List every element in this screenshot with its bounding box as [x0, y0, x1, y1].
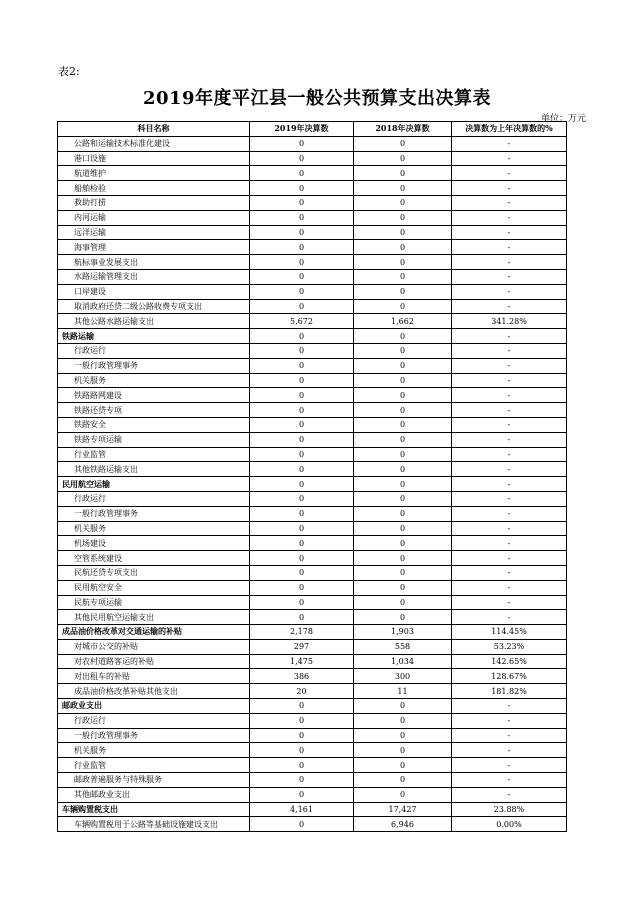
- table-row: [58, 595, 567, 610]
- row-subject-name: 机关服务: [58, 373, 250, 388]
- row-2019-value: 0: [250, 136, 354, 151]
- table-row: [58, 181, 567, 196]
- row-2019-value: 0: [250, 255, 354, 270]
- table-row: [58, 654, 567, 669]
- row-2019-value: 0: [250, 240, 354, 255]
- row-2019-value: 0: [250, 181, 354, 196]
- row-ratio-value: -: [452, 403, 567, 418]
- table-label: 表2:: [58, 65, 80, 78]
- row-ratio-value: 142.65%: [452, 654, 567, 669]
- row-2018-value: 0: [354, 136, 452, 151]
- row-ratio-value: -: [452, 195, 567, 210]
- row-subject-name: 民用航空运输: [58, 477, 250, 492]
- row-subject-name: 港口设施: [58, 151, 250, 166]
- row-ratio-value: -: [452, 699, 567, 714]
- row-ratio-value: -: [452, 358, 567, 373]
- row-2019-value: 0: [250, 388, 354, 403]
- row-2018-value: 0: [354, 521, 452, 536]
- table-row: [58, 299, 567, 314]
- row-2019-value: 0: [250, 817, 354, 832]
- row-ratio-value: -: [452, 477, 567, 492]
- row-ratio-value: -: [452, 151, 567, 166]
- row-subject-name: 民航专项运输: [58, 595, 250, 610]
- table-row: [58, 713, 567, 728]
- row-2019-value: 0: [250, 432, 354, 447]
- row-2018-value: 0: [354, 462, 452, 477]
- row-2018-value: 1,662: [354, 314, 452, 329]
- row-2019-value: 0: [250, 580, 354, 595]
- row-subject-name: 一般行政管理事务: [58, 358, 250, 373]
- table-row: [58, 610, 567, 625]
- row-subject-name: 铁路安全: [58, 417, 250, 432]
- table-row: [58, 773, 567, 788]
- row-ratio-value: -: [452, 210, 567, 225]
- row-subject-name: 航道维护: [58, 166, 250, 181]
- row-subject-name: 取消政府还贷二级公路收费专项支出: [58, 299, 250, 314]
- row-2018-value: 0: [354, 373, 452, 388]
- table-row: [58, 639, 567, 654]
- row-2019-value: 0: [250, 358, 354, 373]
- table-row: [58, 684, 567, 699]
- row-ratio-value: 341.28%: [452, 314, 567, 329]
- row-2018-value: 17,427: [354, 802, 452, 817]
- row-2018-value: 6,946: [354, 817, 452, 832]
- row-2019-value: 0: [250, 713, 354, 728]
- row-2018-value: 300: [354, 669, 452, 684]
- row-2018-value: 0: [354, 595, 452, 610]
- row-subject-name: 行业监管: [58, 447, 250, 462]
- row-2018-value: 558: [354, 639, 452, 654]
- row-subject-name: 机关服务: [58, 521, 250, 536]
- table-row: [58, 210, 567, 225]
- row-2018-value: 0: [354, 269, 452, 284]
- table-row: [58, 195, 567, 210]
- row-2019-value: 0: [250, 536, 354, 551]
- row-2018-value: 0: [354, 240, 452, 255]
- row-subject-name: 民航还贷专项支出: [58, 565, 250, 580]
- row-subject-name: 铁路专项运输: [58, 432, 250, 447]
- row-ratio-value: -: [452, 284, 567, 299]
- row-2019-value: 0: [250, 284, 354, 299]
- row-ratio-value: -: [452, 299, 567, 314]
- header-subject-name: 科目名称: [58, 122, 250, 137]
- row-ratio-value: -: [452, 536, 567, 551]
- table-row: [58, 506, 567, 521]
- table-row: [58, 447, 567, 462]
- row-2019-value: 0: [250, 462, 354, 477]
- row-2019-value: 0: [250, 506, 354, 521]
- row-subject-name: 航标事业发展支出: [58, 255, 250, 270]
- row-subject-name: 远洋运输: [58, 225, 250, 240]
- row-ratio-value: -: [452, 491, 567, 506]
- row-ratio-value: -: [452, 432, 567, 447]
- row-2019-value: 0: [250, 447, 354, 462]
- row-ratio-value: -: [452, 787, 567, 802]
- row-2018-value: 0: [354, 166, 452, 181]
- row-ratio-value: -: [452, 595, 567, 610]
- row-ratio-value: 53.23%: [452, 639, 567, 654]
- row-ratio-value: -: [452, 255, 567, 270]
- row-ratio-value: -: [452, 728, 567, 743]
- row-2018-value: 0: [354, 358, 452, 373]
- row-ratio-value: -: [452, 225, 567, 240]
- row-ratio-value: 181.82%: [452, 684, 567, 699]
- row-ratio-value: -: [452, 373, 567, 388]
- row-2018-value: 0: [354, 787, 452, 802]
- table-row: [58, 551, 567, 566]
- row-2018-value: 0: [354, 432, 452, 447]
- row-2018-value: 0: [354, 506, 452, 521]
- row-2019-value: 0: [250, 329, 354, 344]
- row-2018-value: 1,034: [354, 654, 452, 669]
- row-2018-value: 1,903: [354, 625, 452, 640]
- row-subject-name: 内河运输: [58, 210, 250, 225]
- row-ratio-value: -: [452, 269, 567, 284]
- row-subject-name: 行业监管: [58, 758, 250, 773]
- table-row: [58, 802, 567, 817]
- table-row: [58, 758, 567, 773]
- row-subject-name: 救助打捞: [58, 195, 250, 210]
- table-row: [58, 166, 567, 181]
- table-row: [58, 521, 567, 536]
- row-2018-value: 0: [354, 551, 452, 566]
- row-2019-value: 0: [250, 225, 354, 240]
- row-2018-value: 0: [354, 536, 452, 551]
- row-ratio-value: -: [452, 240, 567, 255]
- row-2018-value: 0: [354, 299, 452, 314]
- header-ratio: 决算数为上年决算数的%: [452, 122, 567, 137]
- table-row: [58, 358, 567, 373]
- row-2018-value: 0: [354, 491, 452, 506]
- row-subject-name: 一般行政管理事务: [58, 728, 250, 743]
- row-2018-value: 0: [354, 343, 452, 358]
- row-2018-value: 0: [354, 713, 452, 728]
- table-row: [58, 477, 567, 492]
- table-row: [58, 536, 567, 551]
- row-ratio-value: -: [452, 506, 567, 521]
- row-2018-value: 0: [354, 403, 452, 418]
- row-subject-name: 铁路运输: [58, 329, 250, 344]
- row-2018-value: 0: [354, 773, 452, 788]
- row-ratio-value: -: [452, 565, 567, 580]
- row-2019-value: 0: [250, 343, 354, 358]
- table-row: [58, 462, 567, 477]
- row-2019-value: 0: [250, 787, 354, 802]
- row-subject-name: 民用航空安全: [58, 580, 250, 595]
- table-row: [58, 417, 567, 432]
- table-row: [58, 225, 567, 240]
- row-subject-name: 成品油价格改革对交通运输的补贴: [58, 625, 250, 640]
- row-ratio-value: -: [452, 551, 567, 566]
- row-subject-name: 口岸建设: [58, 284, 250, 299]
- row-subject-name: 邮政业支出: [58, 699, 250, 714]
- row-2018-value: 0: [354, 195, 452, 210]
- header-2018-final: 2018年决算数: [354, 122, 452, 137]
- row-subject-name: 海事管理: [58, 240, 250, 255]
- table-row: [58, 625, 567, 640]
- row-ratio-value: -: [452, 181, 567, 196]
- row-subject-name: 其他公路水路运输支出: [58, 314, 250, 329]
- row-2018-value: 0: [354, 417, 452, 432]
- row-ratio-value: -: [452, 773, 567, 788]
- row-2019-value: 0: [250, 491, 354, 506]
- row-2018-value: 0: [354, 477, 452, 492]
- row-subject-name: 铁路还贷专项: [58, 403, 250, 418]
- row-2019-value: 20: [250, 684, 354, 699]
- row-subject-name: 一般行政管理事务: [58, 506, 250, 521]
- row-2018-value: 0: [354, 210, 452, 225]
- row-subject-name: 对出租车的补贴: [58, 669, 250, 684]
- row-subject-name: 机场建设: [58, 536, 250, 551]
- row-2018-value: 0: [354, 728, 452, 743]
- row-2019-value: 0: [250, 269, 354, 284]
- row-subject-name: 行政运行: [58, 491, 250, 506]
- row-2018-value: 11: [354, 684, 452, 699]
- table-row: [58, 136, 567, 151]
- table-row: [58, 240, 567, 255]
- row-2019-value: 0: [250, 551, 354, 566]
- table-row: [58, 787, 567, 802]
- table-row: [58, 728, 567, 743]
- table-row: [58, 743, 567, 758]
- row-2019-value: 0: [250, 773, 354, 788]
- row-2019-value: 0: [250, 565, 354, 580]
- row-ratio-value: -: [452, 580, 567, 595]
- row-subject-name: 铁路路网建设: [58, 388, 250, 403]
- row-subject-name: 行政运行: [58, 713, 250, 728]
- table-row: [58, 255, 567, 270]
- row-2018-value: 0: [354, 329, 452, 344]
- row-subject-name: 邮政普遍服务与特殊服务: [58, 773, 250, 788]
- row-2019-value: 4,161: [250, 802, 354, 817]
- row-subject-name: 公路和运输技术标准化建设: [58, 136, 250, 151]
- row-2018-value: 0: [354, 255, 452, 270]
- row-2018-value: 0: [354, 743, 452, 758]
- row-2019-value: 297: [250, 639, 354, 654]
- row-2019-value: 0: [250, 595, 354, 610]
- row-subject-name: 对农村道路客运的补贴: [58, 654, 250, 669]
- row-2018-value: 0: [354, 181, 452, 196]
- row-ratio-value: 128.67%: [452, 669, 567, 684]
- table-body: [58, 136, 567, 831]
- header-2019-final: 2019年决算数: [250, 122, 354, 137]
- row-2019-value: 0: [250, 373, 354, 388]
- table-row: [58, 343, 567, 358]
- row-ratio-value: -: [452, 417, 567, 432]
- table-row: [58, 580, 567, 595]
- row-ratio-value: -: [452, 447, 567, 462]
- row-subject-name: 对城市公交的补贴: [58, 639, 250, 654]
- row-2019-value: 0: [250, 477, 354, 492]
- table-row: [58, 269, 567, 284]
- row-subject-name: 空管系统建设: [58, 551, 250, 566]
- row-subject-name: 行政运行: [58, 343, 250, 358]
- row-ratio-value: -: [452, 136, 567, 151]
- row-2019-value: 386: [250, 669, 354, 684]
- row-ratio-value: -: [452, 343, 567, 358]
- row-2018-value: 0: [354, 151, 452, 166]
- row-2019-value: 0: [250, 743, 354, 758]
- row-2019-value: 0: [250, 210, 354, 225]
- row-subject-name: 水路运输管理支出: [58, 269, 250, 284]
- row-ratio-value: -: [452, 713, 567, 728]
- row-2019-value: 0: [250, 699, 354, 714]
- row-subject-name: 船舶检验: [58, 181, 250, 196]
- row-ratio-value: 0.00%: [452, 817, 567, 832]
- row-2018-value: 0: [354, 610, 452, 625]
- row-2019-value: 2,178: [250, 625, 354, 640]
- unit-label: 单位：万元: [540, 114, 586, 124]
- row-2019-value: 0: [250, 417, 354, 432]
- row-subject-name: 机关服务: [58, 743, 250, 758]
- row-ratio-value: 114.45%: [452, 625, 567, 640]
- row-2018-value: 0: [354, 284, 452, 299]
- table-row: [58, 329, 567, 344]
- table-row: [58, 565, 567, 580]
- row-2018-value: 0: [354, 580, 452, 595]
- row-subject-name: 成品油价格改革补贴其他支出: [58, 684, 250, 699]
- row-ratio-value: -: [452, 610, 567, 625]
- row-2018-value: 0: [354, 758, 452, 773]
- row-subject-name: 其他民用航空运输支出: [58, 610, 250, 625]
- row-2019-value: 0: [250, 166, 354, 181]
- row-subject-name: 车辆购置税用于公路等基础设施建设支出: [58, 817, 250, 832]
- row-2019-value: 0: [250, 195, 354, 210]
- table-row: [58, 151, 567, 166]
- row-ratio-value: -: [452, 329, 567, 344]
- table-row: [58, 388, 567, 403]
- table-row: [58, 403, 567, 418]
- row-ratio-value: -: [452, 743, 567, 758]
- table-row: [58, 699, 567, 714]
- table-row: [58, 491, 567, 506]
- row-2018-value: 0: [354, 225, 452, 240]
- row-2019-value: 1,475: [250, 654, 354, 669]
- row-2019-value: 0: [250, 758, 354, 773]
- row-2019-value: 0: [250, 151, 354, 166]
- row-ratio-value: -: [452, 388, 567, 403]
- row-ratio-value: -: [452, 758, 567, 773]
- row-2018-value: 0: [354, 565, 452, 580]
- table-row: [58, 284, 567, 299]
- row-ratio-value: -: [452, 462, 567, 477]
- row-2019-value: 0: [250, 610, 354, 625]
- row-ratio-value: -: [452, 521, 567, 536]
- table-row: [58, 432, 567, 447]
- row-2019-value: 5,672: [250, 314, 354, 329]
- row-ratio-value: -: [452, 166, 567, 181]
- row-2018-value: 0: [354, 447, 452, 462]
- page-title: 2019年度平江县一般公共预算支出决算表: [142, 88, 492, 109]
- row-subject-name: 其他邮政业支出: [58, 787, 250, 802]
- table-header-row: [58, 122, 567, 137]
- table-row: [58, 314, 567, 329]
- row-2019-value: 0: [250, 299, 354, 314]
- row-2018-value: 0: [354, 388, 452, 403]
- row-2018-value: 0: [354, 699, 452, 714]
- row-ratio-value: 23.88%: [452, 802, 567, 817]
- row-subject-name: 车辆购置税支出: [58, 802, 250, 817]
- row-2019-value: 0: [250, 521, 354, 536]
- row-subject-name: 其他铁路运输支出: [58, 462, 250, 477]
- table-row: [58, 373, 567, 388]
- expenditure-table: [57, 121, 567, 832]
- table-row: [58, 669, 567, 684]
- row-2019-value: 0: [250, 728, 354, 743]
- row-2019-value: 0: [250, 403, 354, 418]
- table-row: [58, 817, 567, 832]
